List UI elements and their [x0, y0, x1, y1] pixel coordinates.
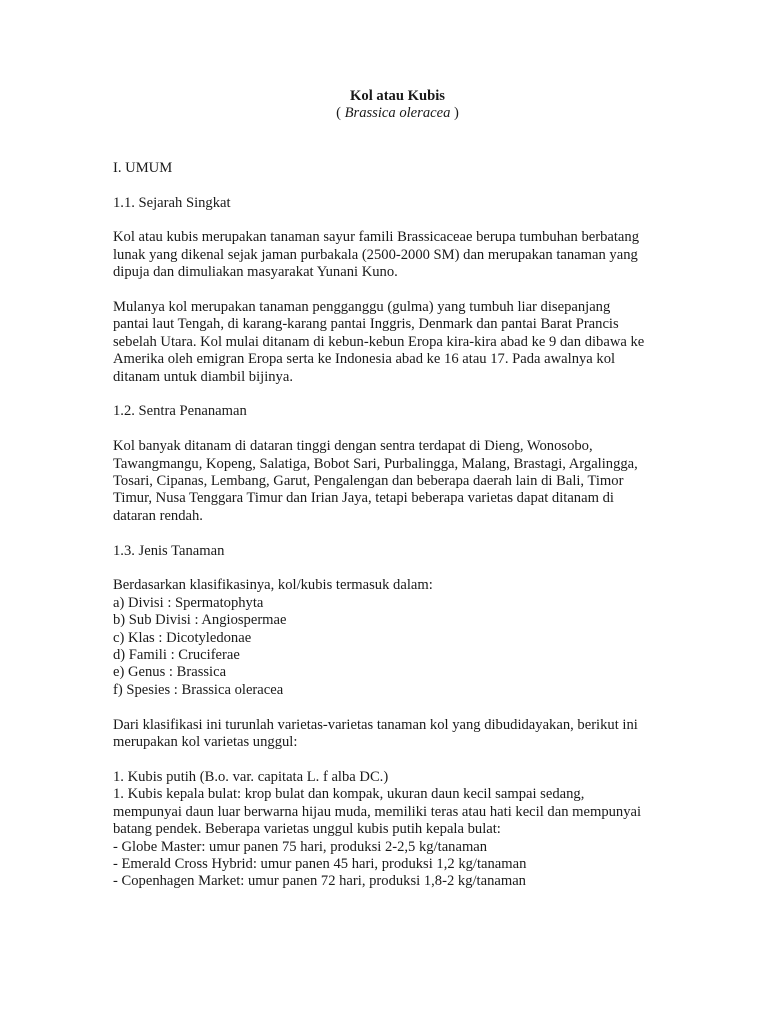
variety-list [113, 769, 658, 891]
section-heading-umum: I. UMUM [113, 159, 173, 176]
paragraph-sejarah-2: Mulanya kol merupakan tanaman pengganggu (gulma) yang tumbuh liar disepanjang pantai laut Tengah, di karang-karang pantai Inggris, Denmark dan pantai Barat Prancis sebelah Utara. Kol mulai ditanam di kebun-kebun Eropa kira-kira abad ke 9 dan dibawa ke Amerika oleh emigran Eropa serta ke Indonesia abad ke 16 atau 17. Pada awalnya kol ditanam untuk diambil bijinya. [113, 299, 645, 385]
list-item: b) Sub Divisi : Angiospermae [113, 612, 287, 629]
list-item: - Copenhagen Market: umur panen 72 hari, produksi 1,8-2 kg/tanaman [113, 873, 526, 890]
list-item: c) Klas : Dicotyledonae [113, 629, 252, 646]
variety-description: 1. Kubis kepala bulat: krop bulat dan kompak, ukuran daun kecil sampai sedang, mempunyai daun luar berwarna hijau muda, memiliki teras atau hati kecil dan mempunyai batang pendek. Beberapa varietas unggul kubis putih kepala bulat: [113, 786, 642, 838]
paragraph-sentra: Kol banyak ditanam di dataran tinggi dengan sentra terdapat di Dieng, Wonosobo, Tawangmangu, Kopeng, Salatiga, Bobot Sari, Purbalingga, Malang, Brastagi, Argalingga, Tosari, Cipanas, Lembang, Garut, Pengalengan dan beberapa daerah lain di Bali, Timor Timur, Nusa Tenggara Timur dan Irian Jaya, tetapi beberapa varietas dapat ditanam di dataran rendah. [113, 438, 638, 524]
classification-list [113, 577, 658, 699]
paragraph-klasifikasi: Dari klasifikasi ini turunlah varietas-varietas tanaman kol yang dibudidayakan, berikut ini merupakan kol varietas unggul: [113, 716, 638, 751]
document-subtitle [113, 105, 658, 122]
subsection-heading-sejarah: 1.1. Sejarah Singkat [113, 194, 231, 211]
list-item: - Globe Master: umur panen 75 hari, produksi 2-2,5 kg/tanaman [113, 838, 488, 855]
subsection-heading-sentra: 1.2. Sentra Penanaman [113, 403, 247, 420]
list-item: a) Divisi : Spermatophyta [113, 594, 264, 611]
subtitle-close: ) [450, 105, 459, 122]
list-item: - Emerald Cross Hybrid: umur panen 45 hari, produksi 1,2 kg/tanaman [113, 855, 527, 872]
classification-intro: Berdasarkan klasifikasinya, kol/kubis termasuk dalam: [113, 577, 433, 594]
list-item: e) Genus : Brassica [113, 664, 227, 681]
list-item: d) Famili : Cruciferae [113, 647, 240, 664]
document-title: Kol atau Kubis [350, 88, 445, 104]
subtitle-open: ( [336, 105, 345, 122]
variety-heading: 1. Kubis putih (B.o. var. capitata L. f alba DC.) [113, 768, 389, 785]
paragraph-sejarah-1: Kol atau kubis merupakan tanaman sayur famili Brassicaceae berupa tumbuhan berbatang lunak yang dikenal sejak jaman purbakala (2500-2000 SM) dan merupakan tanaman yang dipuja dan dimuliakan masyarakat Yunani Kuno. [113, 229, 639, 281]
scientific-name: Brassica oleracea [344, 105, 451, 122]
subsection-heading-jenis: 1.3. Jenis Tanaman [113, 542, 225, 559]
document-page [113, 88, 658, 891]
list-item: f) Spesies : Brassica oleracea [113, 681, 284, 698]
